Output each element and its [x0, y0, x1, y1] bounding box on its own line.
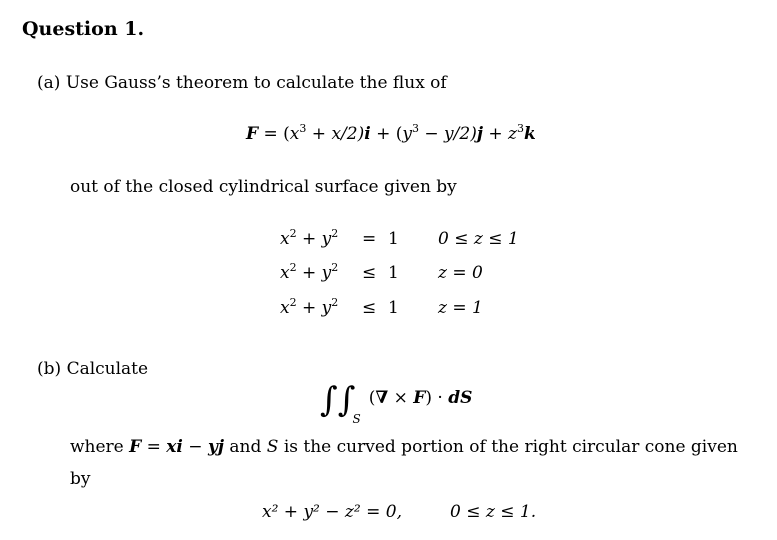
unit-j: j	[476, 124, 483, 144]
dot-symbol: ·	[437, 388, 443, 408]
surface-row-3: $x^2 + y^2$	[280, 296, 339, 318]
integrand	[369, 388, 473, 408]
surface-row-3-cond: z = 1	[438, 298, 483, 318]
surface-integral	[320, 380, 473, 426]
var-y: y	[402, 124, 412, 144]
unit-i: i	[364, 124, 371, 144]
text: is the curved portion of the right circular cone given	[278, 437, 738, 457]
cone-equation: x² + y² − z² = 0,	[262, 502, 402, 522]
surface-symbol: S	[266, 437, 279, 457]
part-a-intro: Use Gauss’s theorem to calculate the flux of	[65, 73, 447, 93]
var-z: z	[508, 124, 518, 144]
field-symbol: F	[129, 437, 142, 457]
plus-sign: +	[376, 124, 391, 144]
exponent: 3	[411, 122, 419, 135]
var-x: x	[280, 263, 290, 283]
exponent: 3	[517, 122, 525, 135]
var-x: x	[280, 298, 290, 318]
field-symbol: F	[246, 124, 259, 144]
var-x: x	[280, 229, 290, 249]
part-b-label: (b)	[37, 359, 62, 379]
plus-sign: +	[311, 124, 327, 144]
field-symbol: F	[413, 388, 426, 408]
surface-row-3-rel: ≤	[362, 298, 377, 318]
text: where	[70, 437, 130, 457]
part-b-by: by	[70, 469, 91, 489]
equals-sign: =	[263, 124, 278, 144]
term-y-half: y/2)	[444, 124, 477, 144]
term-yj: yj	[207, 437, 224, 457]
var-y: y	[321, 263, 332, 283]
cone-condition: 0 ≤ z ≤ 1.	[450, 502, 537, 522]
term-x-half: x/2)	[331, 124, 365, 144]
unit-k: k	[524, 124, 536, 144]
var-x: x	[289, 124, 300, 144]
integral-subscript: S	[352, 412, 361, 426]
surface-row-2-rhs: 1	[388, 263, 399, 283]
var-y: y	[321, 229, 332, 249]
text: and	[223, 437, 267, 457]
surface-row-2-rel: ≤	[362, 263, 377, 283]
double-integral-sign: ∫∫	[320, 380, 356, 420]
part-b-where-line	[70, 437, 738, 457]
minus-sign: −	[182, 437, 208, 457]
surface-element: dS	[448, 388, 473, 408]
part-b-intro: Calculate	[66, 359, 149, 379]
surface-row-2: $x^2 + y^2$	[280, 261, 339, 283]
surface-row-1: $x^2 + y^2$	[280, 227, 339, 249]
equals-sign: =	[141, 437, 167, 457]
minus-sign: −	[424, 124, 439, 144]
surface-row-1-rhs: 1	[388, 229, 399, 249]
exponent: 3	[299, 122, 307, 135]
part-a-out-text: out of the closed cylindrical surface given by	[70, 177, 457, 197]
var-y: y	[321, 298, 332, 318]
nabla-symbol: ∇	[375, 388, 389, 408]
part-b-intro-line	[37, 359, 148, 379]
term-xi: xi	[166, 437, 183, 457]
part-a-intro-line	[37, 73, 447, 93]
question-title: Question 1.	[22, 18, 145, 40]
surface-row-1-cond: 0 ≤ z ≤ 1	[438, 229, 519, 249]
vector-field-equation	[246, 124, 536, 144]
paren: )	[425, 388, 432, 408]
paren: (	[368, 388, 376, 408]
paren: (	[395, 124, 403, 144]
cross-symbol: ×	[393, 388, 408, 408]
plus-sign: +	[488, 124, 503, 144]
paren: (	[283, 124, 290, 144]
part-a-label: (a)	[37, 73, 61, 93]
surface-row-1-rel: =	[362, 229, 377, 249]
surface-row-2-cond: z = 0	[438, 263, 483, 283]
surface-row-3-rhs: 1	[388, 298, 399, 318]
